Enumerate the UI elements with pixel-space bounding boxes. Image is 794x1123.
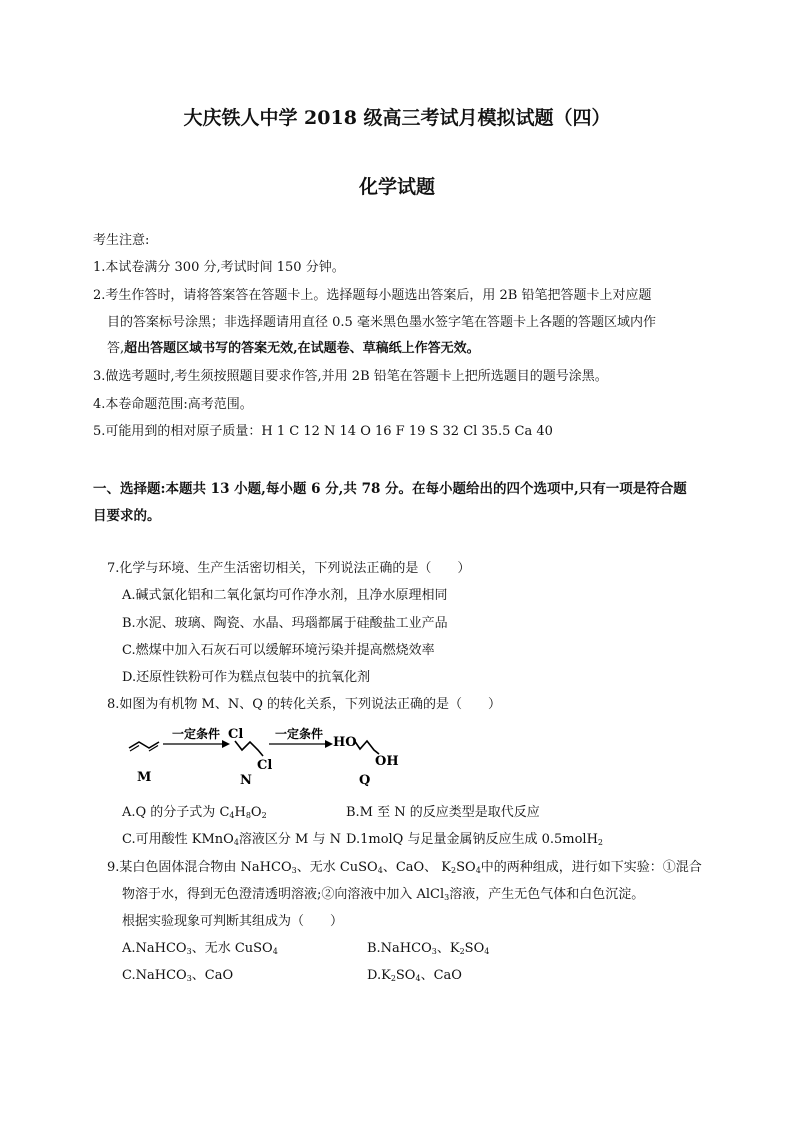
q8-option-b: B.M 至 N 的反应类型是取代反应 bbox=[346, 805, 540, 820]
subject-title: 化学试题 bbox=[358, 176, 435, 198]
q7-stem: 7.化学与环境、生产生活密切相关，下列说法正确的是（ ） bbox=[107, 561, 471, 576]
label-oh: OH bbox=[375, 754, 399, 769]
molecule-q-skeleton bbox=[354, 740, 379, 754]
section-heading: 一、选择题:本题共 13 小题,每小题 6 分,共 78 分。在每小题给出的四个选项中,只有一项是符合题 bbox=[93, 481, 687, 497]
notice-item-2-cont2 bbox=[107, 340, 480, 358]
notice-item-4: 4.本卷命题范围:高考范围。 bbox=[93, 397, 253, 412]
label-cl-top: Cl bbox=[228, 727, 244, 742]
notice-item-2: 2.考生作答时，请将答案答在答题卡上。选择题每小题选出答案后，用 2B 铅笔把答题卡上对应题 bbox=[93, 288, 652, 303]
q8-stem: 8.如图为有机物 M、N、Q 的转化关系，下列说法正确的是（ ） bbox=[107, 697, 502, 712]
q7-option-b: B.水泥、玻璃、陶瓷、水晶、玛瑙都属于硅酸盐工业产品 bbox=[122, 616, 448, 631]
q9-stem-line1: 9.某白色固体混合物由 NaHCO$_3$、无水 CuSO$_4$、CaO、 $K_2SO_4$中的两种组成，进行如下实验：①混合 bbox=[107, 860, 702, 875]
notice-item-2-cont: 目的答案标号涂黑；非选择题请用直径 0.5 毫米黑色墨水签字笔在答题卡上各题的答题区域内作 bbox=[107, 315, 656, 330]
condition-2: 一定条件 bbox=[275, 727, 324, 741]
notice-item-2-bold: 超出答题区域书写的答案无效,在试题卷、草稿纸上作答无效。 bbox=[124, 341, 480, 356]
exam-title: 大庆铁人中学 2018 级高三考试月模拟试题（四） bbox=[183, 107, 611, 129]
label-cl-bottom: Cl bbox=[257, 758, 273, 773]
notice-heading: 考生注意: bbox=[93, 233, 150, 248]
q9-option-a: A.NaHCO$_3$、无水 CuSO$_4$ bbox=[122, 941, 278, 956]
q9-option-d: $D.K_2SO_4$、CaO bbox=[367, 968, 462, 983]
label-q: Q bbox=[359, 773, 371, 788]
q7-option-a: A.碱式氯化铝和二氧化氯均可作净水剂，且净水原理相同 bbox=[122, 588, 448, 603]
label-m: M bbox=[137, 770, 152, 785]
q9-option-c: C.NaHCO$_3$、CaO bbox=[122, 968, 234, 983]
section-heading-cont: 目要求的。 bbox=[93, 508, 161, 524]
reaction-scheme bbox=[127, 724, 427, 794]
notice-item-2-plain: 答, bbox=[107, 341, 125, 356]
label-ho: HO bbox=[333, 735, 357, 750]
label-n: N bbox=[240, 773, 252, 788]
notice-item-5: 5.可能用到的相对原子质量：H 1 C 12 N 14 O 16 F 19 S 32 Cl 35.5 Ca 40 bbox=[93, 424, 553, 439]
q8-option-c: C.可用酸性 KMnO$_4$溶液区分 M 与 N bbox=[122, 832, 341, 847]
q7-option-c: C.燃煤中加入石灰石可以缓解环境污染并提高燃烧效率 bbox=[122, 643, 435, 658]
molecule-n-skeleton bbox=[235, 741, 263, 756]
condition-1: 一定条件 bbox=[172, 727, 221, 741]
q9-stem-line2: 物溶于水，得到无色澄清透明溶液;②向溶液中加入 AlCl$_3$溶液，产生无色气体和白色沉淀。 bbox=[122, 887, 645, 902]
q9-stem-line3: 根据实验现象可判断其组成为（ ） bbox=[122, 914, 344, 929]
q9-option-b: B.NaHCO$_3$、$K_2SO_4$ bbox=[367, 941, 490, 956]
notice-item-3: 3.做选考题时,考生须按照题目要求作答,并用 2B 铅笔在答题卡上把所选题目的题号涂黑。 bbox=[93, 369, 608, 384]
q8-option-a: A.Q 的分子式为 $C_4H_8O_2$ bbox=[122, 805, 267, 820]
q7-option-d: D.还原性铁粉可作为糕点包装中的抗氧化剂 bbox=[122, 670, 371, 685]
notice-item-1: 1.本试卷满分 300 分,考试时间 150 分钟。 bbox=[93, 260, 345, 275]
q8-option-d: D.1molQ 与足量金属钠反应生成 0.5molH$_2$ bbox=[346, 832, 604, 847]
